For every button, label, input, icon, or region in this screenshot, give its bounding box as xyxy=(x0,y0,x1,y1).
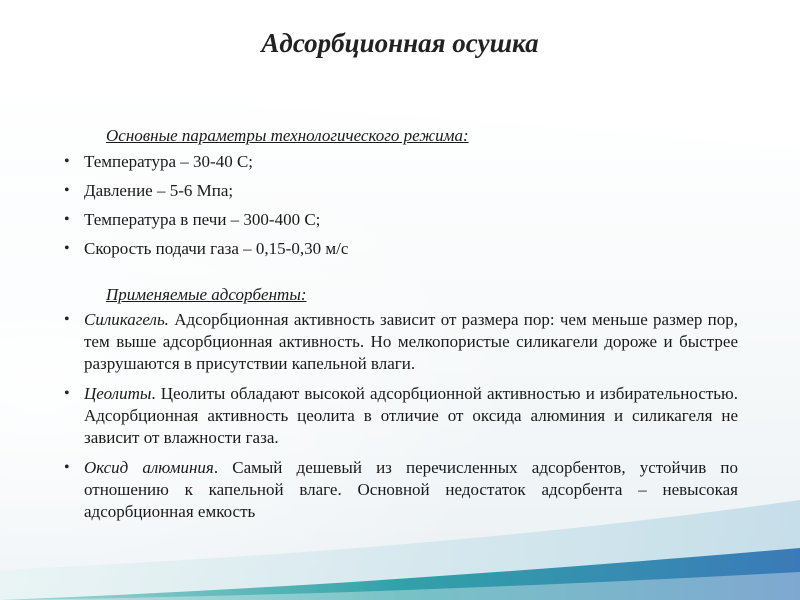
adsorbent-name: Силикагель. xyxy=(84,310,169,329)
adsorbent-description: . Цеолиты обладают высокой адсорбционной активностью и избирательностью. Адсорбционная активность цеолита в отличие от оксида алюминия и силикагеля не зависит от влажности газа. xyxy=(84,384,738,447)
adsorbent-description: . Самый дешевый из перечисленных адсорбентов, устойчив по отношению к капельной влаге. Основной недостаток адсорбента – невысокая адсорбционная емкость xyxy=(84,458,738,521)
params-heading: Основные параметры технологического режима: xyxy=(106,126,469,145)
params-list xyxy=(62,150,738,261)
adsorbent-name: Оксид алюминия xyxy=(84,458,214,477)
params-item: • Скорость подачи газа – 0,15-0,30 м/с xyxy=(62,237,738,261)
adsorbent-item-silica-gel xyxy=(62,309,738,375)
adsorbent-item-alumina xyxy=(62,457,738,523)
adsorbent-item-zeolites xyxy=(62,383,738,449)
params-item: • Температура – 30-40 С; xyxy=(62,150,738,174)
adsorbents-list xyxy=(62,309,738,523)
slide-content xyxy=(62,124,738,531)
slide-title: Адсорбционная осушка xyxy=(261,28,539,58)
adsorbent-description: Адсорбционная активность зависит от размера пор: чем меньше размер пор, тем выше адсорбционная активность. Но мелкопористые силикагели дороже и быстрее разрушаются в присутствии капельной влаги. xyxy=(84,310,738,373)
params-item: • Температура в печи – 300-400 С; xyxy=(62,208,738,232)
adsorbents-heading: Применяемые адсорбенты: xyxy=(106,285,307,304)
params-item: • Давление – 5-6 Мпа; xyxy=(62,179,738,203)
adsorbent-name: Цеолиты xyxy=(84,384,152,403)
